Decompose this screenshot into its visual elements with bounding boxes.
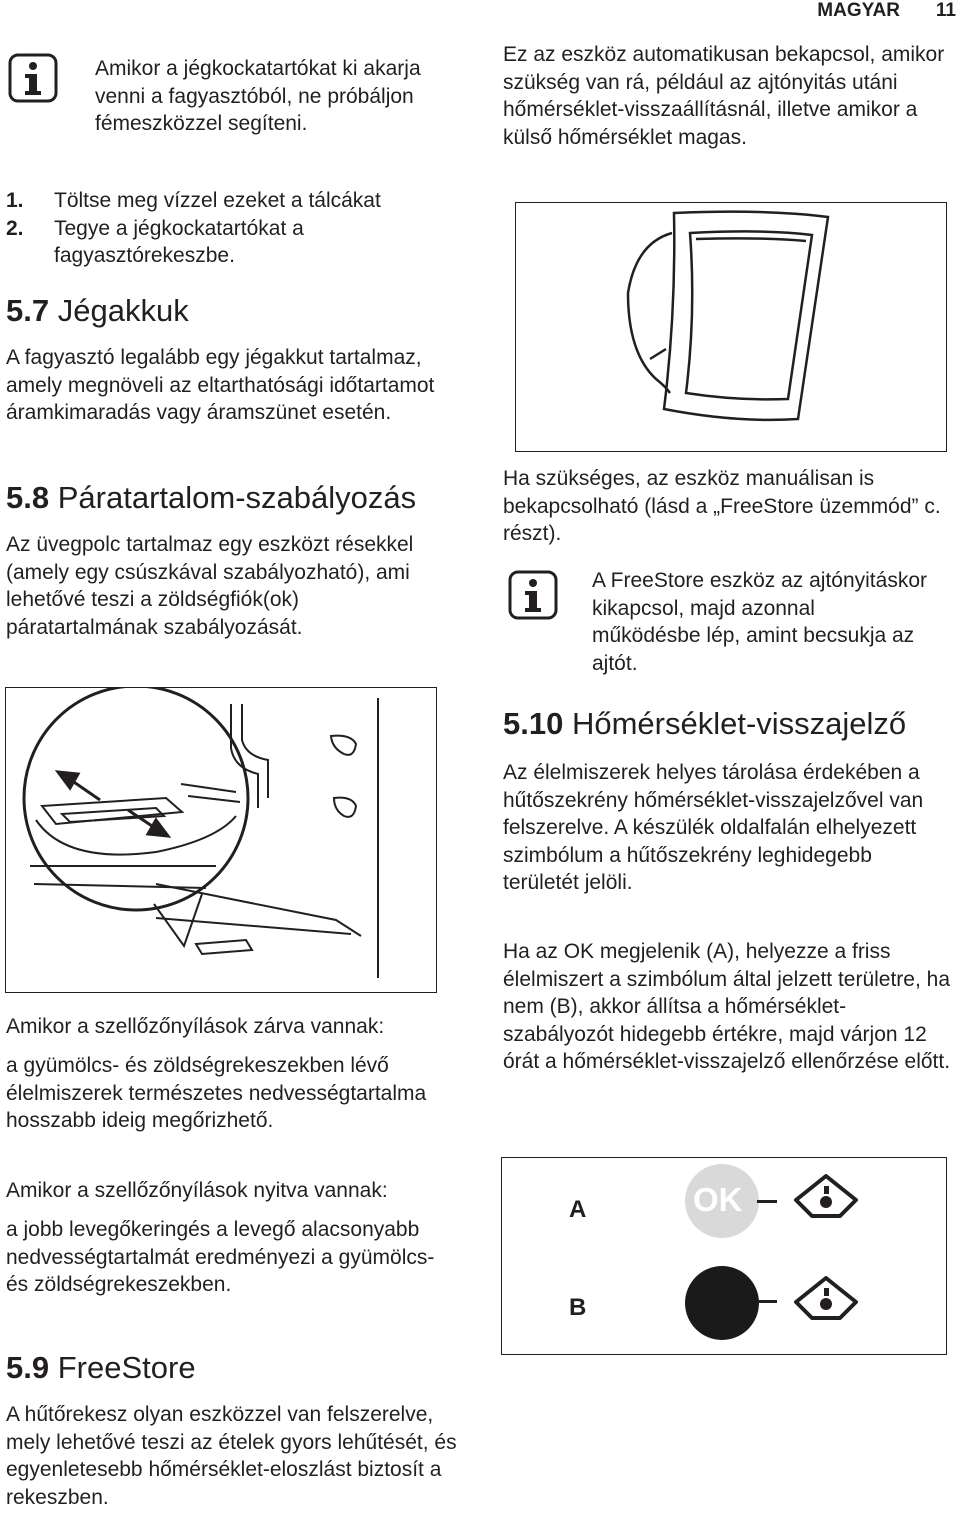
page-number: 11 [935,0,956,21]
ok-text: OK [693,1181,743,1218]
vents-open-heading: Amikor a szellőzőnyílások nyitva vannak: [6,1179,388,1202]
info-icon [508,570,558,620]
temperature-indicator-illustration [501,1157,947,1355]
coldest-zone-symbol-icon [792,1172,860,1220]
info-icon [8,53,58,103]
vents-closed-heading: Amikor a szellőzőnyílások zárva vannak: [6,1015,385,1038]
section-body-5-10-a: Az élelmiszerek helyes tárolása érdekében a hűtőszekrény hőmérséklet-visszajelzővel van felszerelve. A készülék oldalfalán elhelyezett szimbólum a hűtőszekrény leghidegebb területét jelöli. [503,761,924,894]
freestore-manual: Ha szükséges, az eszköz manuálisan is bekapcsolható (lásd a „FreeStore üzemmód” c. részt). [503,467,941,545]
indicator-label-a: A [569,1196,587,1223]
section-heading-5-8: 5.8 Páratartalom-szabályozás [6,480,417,515]
section-heading-5-9: 5.9 FreeStore [6,1350,196,1385]
freestore-intro: Ez az eszköz automatikusan bekapcsol, amikor szükség van rá, például az ajtónyitás utáni hőmérséklet-visszaállításnál, illetve amikor a külső hőmérséklet magas. [503,43,945,149]
steps-list [6,187,446,270]
humidity-control-illustration [5,687,437,993]
ok-indicator-circle [685,1164,759,1238]
section-body-5-9: A hűtőrekesz olyan eszközzel van felszerelve, mely lehetővé teszi az ételek gyors lehűtését, és egyenletesebb hőmérséklet-eloszlást biztosít a rekeszben. [6,1403,457,1509]
page-header [0,0,960,24]
indicator-dash [757,1300,777,1303]
dark-indicator-circle [685,1266,759,1340]
info-note-ice-trays: Amikor a jégkockatartókat ki akarja venni a fagyasztóból, ne próbáljon fémeszközzel segíteni. [95,57,421,135]
section-body-5-7: A fagyasztó legalább egy jégakkut tartalmaz, amely megnöveli az eltarthatósági időtartamot áramkimaradás vagy áramszünet esetén. [6,346,435,424]
section-body-5-10-b: Ha az OK megjelenik (A), helyezze a friss élelmiszert a szimbólum által jelzett területre, ha nem (B), akkor állítsa a hőmérséklet-szabályozót hidegebb értékre, majd várjon 12 órát a hőmérséklet-visszajelző ellenőrzése előtt. [503,940,951,1073]
section-body-5-8: Az üvegpolc tartalmaz egy eszközt résekkel (amely egy csúszkával szabályozható), ami lehetővé teszi a zöldségfiók(ok) páratartalmának szabályozását. [6,533,414,639]
list-item: 1. Töltse meg vízzel ezeket a tálcákat [6,189,381,212]
freestore-device-illustration [515,202,947,452]
list-item: 2. Tegye a jégkockatartókat a fagyasztórekeszbe. [6,216,304,267]
section-heading-5-10: 5.10 Hőmérséklet-visszajelző [503,706,907,741]
indicator-label-b: B [569,1294,587,1321]
indicator-dash [757,1200,777,1203]
section-heading-5-7: 5.7 Jégakkuk [6,293,189,328]
vents-open-body: a jobb levegőkeringés a levegő alacsonyabb nedvességtartalmát eredményezi a gyümölcs- és zöldségrekeszekben. [6,1218,435,1296]
language-label: MAGYAR [817,0,900,21]
info-note-freestore: A FreeStore eszköz az ajtónyitáskor kikapcsol, majd azonnal működésbe lép, amint becsukja az ajtót. [592,569,927,675]
vents-closed-body: a gyümölcs- és zöldségrekeszekben lévő élelmiszerek természetes nedvességtartalma hosszabb ideig megőrizhető. [6,1054,427,1132]
coldest-zone-symbol-icon [792,1274,860,1322]
